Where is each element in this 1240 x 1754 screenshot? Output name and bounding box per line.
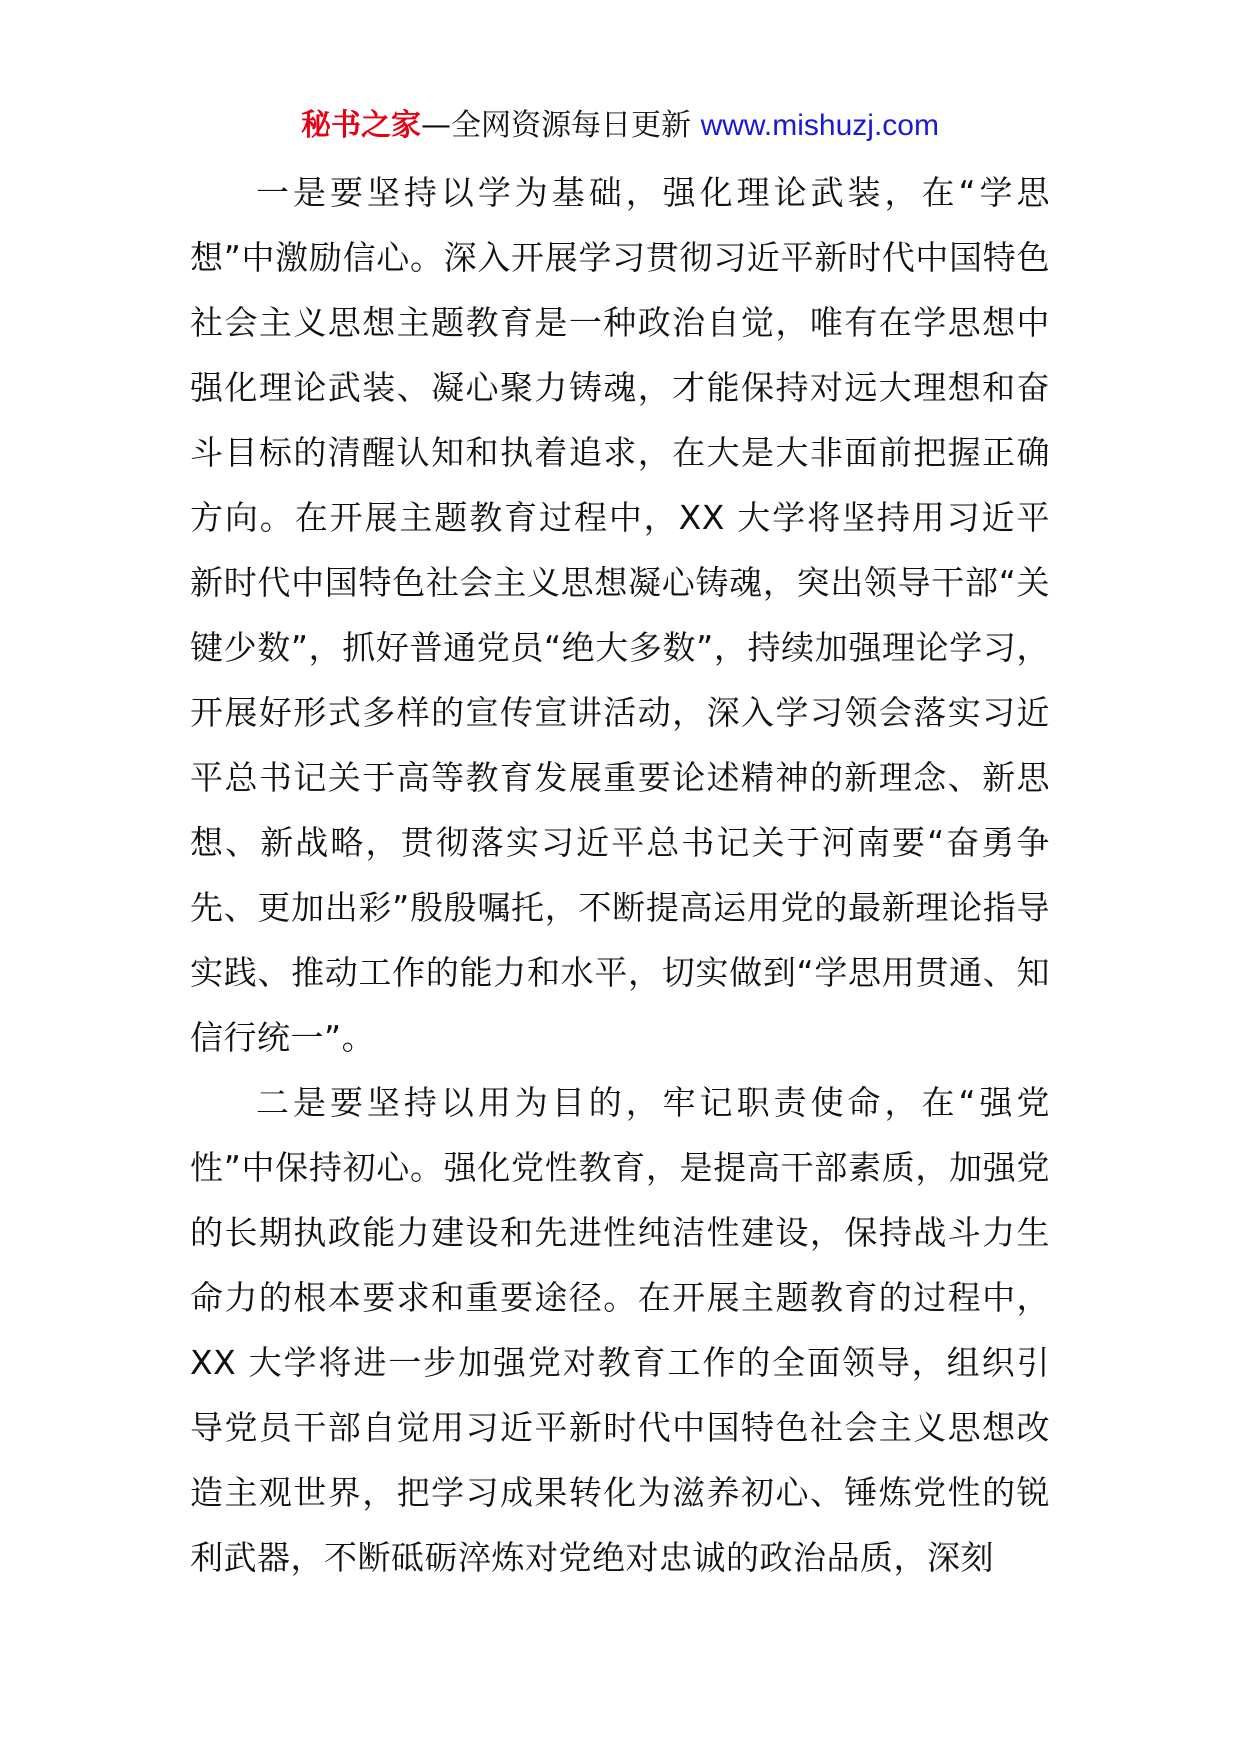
paragraph-1: 一是要坚持以学为基础，强化理论武装，在“学思想”中激励信心。深入开展学习贯彻习近平新时代中国特色社会主义思想主题教育是一种政治自觉，唯有在学思想中强化理论武装、凝心聚力铸魂，才能保持对远大理想和奋斗目标的清醒认知和执着追求，在大是大非面前把握正确方向。在开展主题教育过程中，XX 大学将坚持用习近平新时代中国特色社会主义思想凝心铸魂，突出领导干部“关键少数”，抓好普通党员“绝大多数”，持续加强理论学习，开展好形式多样的宣传宣讲活动，深入学习领会落实习近平总书记关于高等教育发展重要论述精神的新理念、新思想、新战略，贯彻落实习近平总书记关于河南要“奋勇争先、更加出彩”殷殷嘱托，不断提高运用党的最新理论指导实践、推动工作的能力和水平，切实做到“学思用贯通、知信行统一”。 [190, 173, 1050, 1057]
paragraph-2: 二是要坚持以用为目的，牢记职责使命，在“强党性”中保持初心。强化党性教育，是提高干部素质，加强党的长期执政能力建设和先进性纯洁性建设，保持战斗力生命力的根本要求和重要途径。在开展主题教育的过程中，XX 大学将进一步加强党对教育工作的全面领导，组织引导党员干部自觉用习近平新时代中国特色社会主义思想改造主观世界，把学习成果转化为滋养初心、锤炼党性的锐利武器，不断砥砺淬炼对党绝对忠诚的政治品质，深刻 [190, 1083, 1050, 1577]
site-url-link[interactable]: www.mishuzj.com [700, 109, 939, 142]
document-body [190, 160, 1050, 1590]
site-brand: 秘书之家 [301, 108, 422, 143]
site-header [0, 104, 1240, 148]
site-tagline: —全网资源每日更新 [421, 108, 701, 143]
